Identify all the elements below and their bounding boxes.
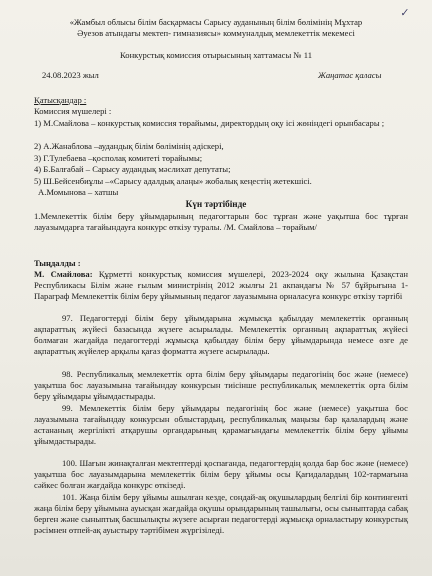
- header-line-1: «Жамбыл облысы білім басқармасы Сарысу ауданының білім бөлімінің Мұхтар: [69, 17, 363, 27]
- attendee-item-4: 4) Б.Балғабай – Сарысу аудандық мәслихат депутаты;: [34, 164, 231, 174]
- attendee-item-3: 3) Г.Тулебаева –қосполақ комитеті төрайымы;: [34, 153, 203, 163]
- attendees-label: Қатысқандар :: [34, 95, 87, 105]
- paragraph-101: 101. Жаңа білім беру ұйымы ашылған кезде, сондай-ақ оқушылардың белгілі бір контингенті жаңа білім беру ұйымына ауысқан жағдайда оқушы орындарының ташылығы, осы сыныптарда сабақ берген және сыныптық басшылықты жүзеге асырған педагогтерді жұмысқа орналастыру конкурстық рәсімнен өтпей-ақ ауыстыру тәртібімен жүргізіледі.: [34, 492, 408, 535]
- paragraph-97: 97. Педагогтерді білім беру ұйымдарына жұмысқа қабылдау мемлекеттік органның ақпараттық жүйесі базасында жүзеге асырылады. Мемлекеттік органның ақпараттық жүйесі болмаған жағдайда педагогтерді жұмысқа қабылдау білім беру ұйымдарында немесе өзге де ақпараттық жүйелер арқылы қағаз форматта жүзеге асырылады.: [34, 313, 408, 356]
- speech-paragraph: [34, 269, 408, 302]
- paragraph-100: 100. Шағын жинақталған мектептерді қоспағанда, педагогтердің қолда бар бос және (немесе) уақытша бос лауазымдарына мемлекеттік білім беру ұйымы осы Қағидалардың 102-тармағына сәйкес болған жағдайда конкурс өткізеді.: [34, 458, 408, 490]
- attendee-item-1: 1) М.Смайлова – конкурстық комиссия төрайымы, директордың оқу ісі жөніндегі орынбасары ;: [34, 118, 385, 128]
- paragraph-98: 98. Республикалық мемлекеттік орта білім беру ұйымдары педагогінің бос және (немесе) уақытша бос лауазымына тағайындау конкурсын тиісінше республикалық мемлекеттік орта білім беру ұйымдары ұйымдастырады.: [34, 369, 408, 401]
- header-line-2: Әуезов атындағы мектеп- гимназиясы» коммуналдық мемлекеттік мекемесі: [77, 28, 355, 38]
- listened-heading: Тыңдалды :: [34, 258, 81, 268]
- secretary: А.Момынова – хатшы: [38, 187, 119, 197]
- document-date: 24.08.2023 жыл: [42, 70, 99, 80]
- speech-text: Құрметті конкурстық комиссия мүшелері, 2023-2024 оқу жылына Қазақстан Республикасы Білім және ғылым министрінің 2012 жылғы 21 акпандағы № 57 бұйрығына 1-Параграф Мемлекеттік білім беру ұйымының педагог лауазымына орналасуға конкурс өткізу тәртібі: [34, 269, 408, 301]
- agenda-heading: Күн тәртібінде: [185, 199, 247, 209]
- agenda-item: 1.Мемлекеттік білім беру ұйымдарының педагогтарын бос тұрған және уақытша бос тұрған лауазымдарға тағайындауға конкурс өткізу туралы. /М. Смайлова – төрайым/: [34, 211, 408, 232]
- attendee-item-2: 2) А.Жанаблова –аудандық білім бөлімінің әдіскері,: [34, 141, 224, 151]
- paragraph-99: 99. Мемлекеттік білім беру ұйымдары педагогінің бос және (немесе) уақытша бос лауазымына тағайындау конкурсын облыстардың, республикалық маңызы бар қалалардың және астананың жергілікті атқарушы органдарының қарамағындағы мемлекеттік білім беру ұйымы ұйымдастырады.: [34, 403, 408, 446]
- document-title: Конкурстық комиссия отырысының хаттамасы № 11: [119, 50, 312, 60]
- handwritten-mark-icon: ✓: [399, 7, 410, 20]
- members-label: Комиссия мүшелері :: [34, 106, 112, 116]
- attendee-item-5: 5) Ш.Бейсенбиұлы –«Сарысу адалдық алаңы» жобалық кеңестің жетекшісі.: [34, 176, 312, 186]
- document-place: Жаңатас қаласы: [318, 70, 382, 80]
- speaker-name: М. Смайлова:: [34, 269, 93, 279]
